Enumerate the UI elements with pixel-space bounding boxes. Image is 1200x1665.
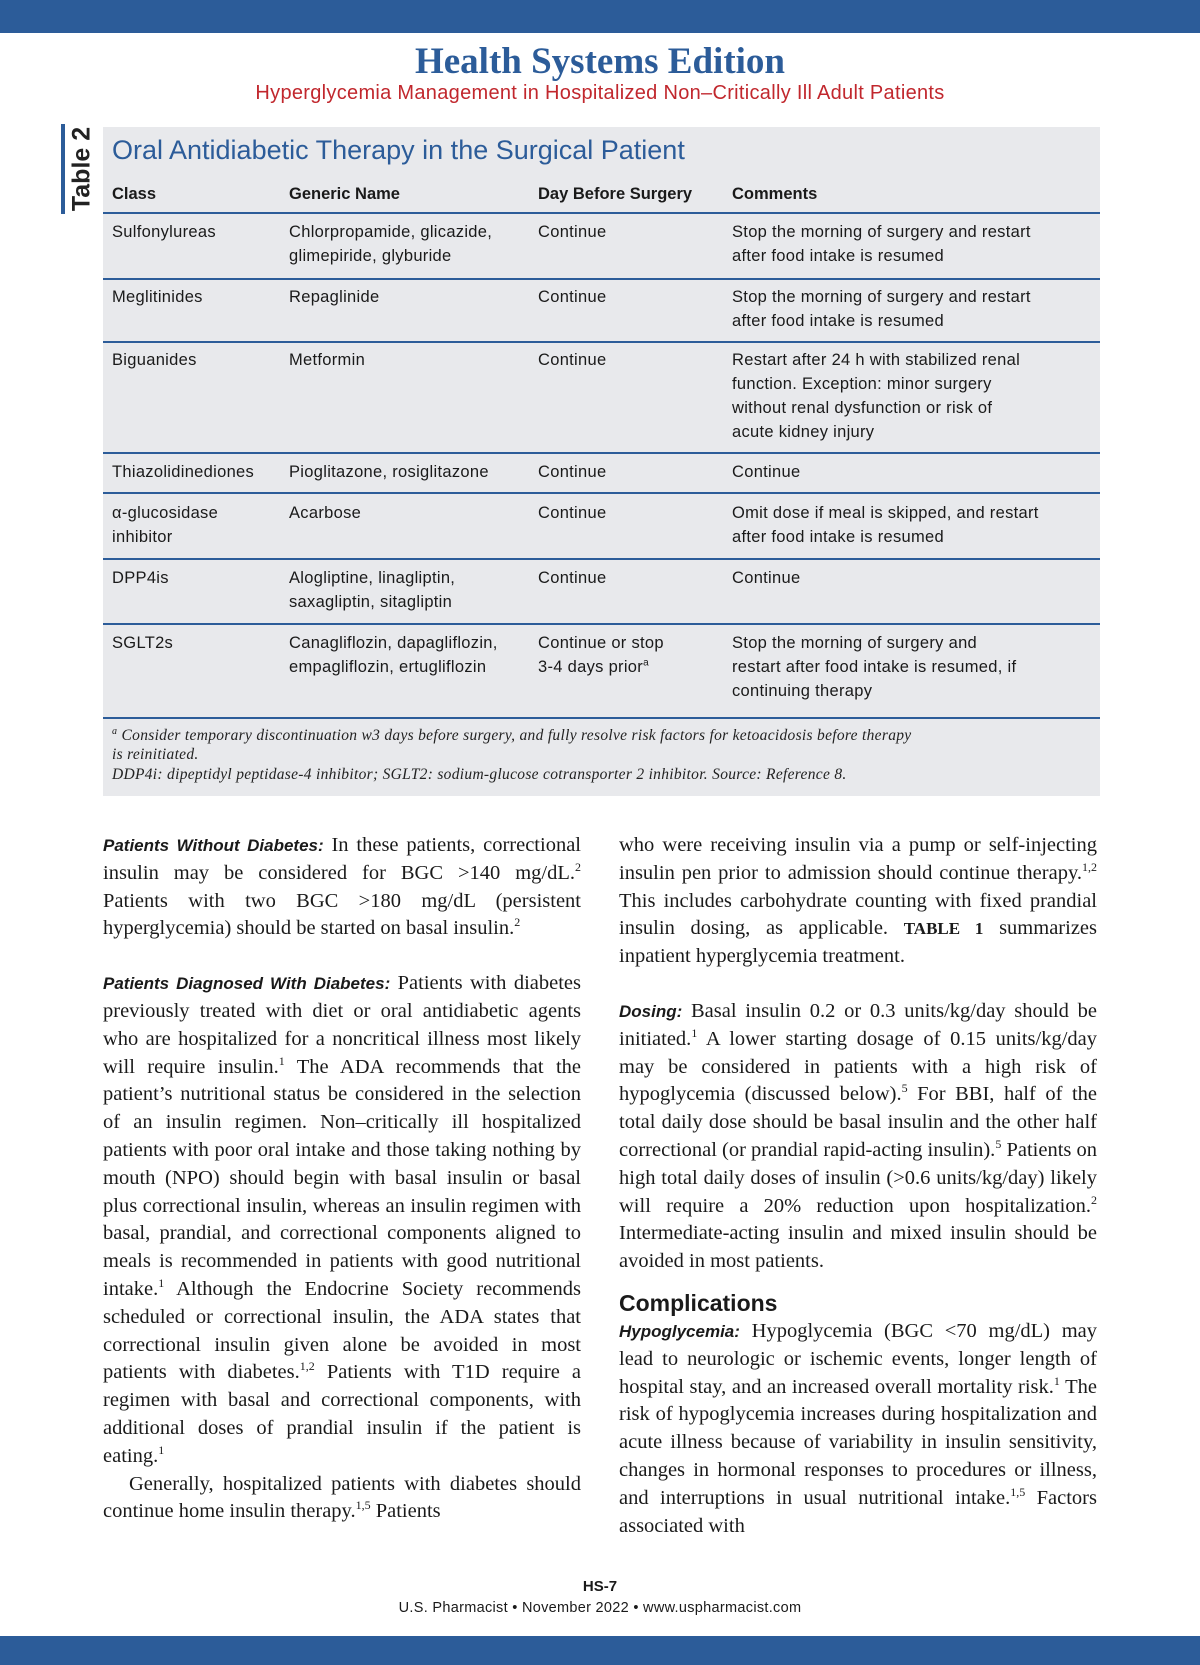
table-footnote-a-cont: is reinitiated. (112, 746, 199, 763)
table-cell-generic (289, 631, 498, 679)
cell-line: function. Exception: minor surgery (732, 375, 992, 393)
run-in-heading: Hypoglycemia: (619, 1321, 740, 1341)
text-run: Hypoglycemia (BGC <70 mg/dL) may lead to neurologic or ischemic events, longer length of hospital stay, and an increased overall mortality risk. (619, 1319, 1097, 1398)
citation: 1 (1053, 1373, 1060, 1388)
text-run: summarizes inpatient hyperglycemia treatment. (619, 917, 1097, 968)
footnote-line: Consider temporary discontinuation w3 days before surgery, and fully resolve risk factors for ketoacidosis before therapy (121, 727, 912, 744)
row-rule (103, 452, 1100, 454)
cell-line: Stop the morning of surgery and (732, 634, 978, 652)
paragraph-diagnosed-with-diabetes (103, 970, 581, 1470)
text-run: Patients with diabetes previously treated with diet or oral antidiabetic agents who are hospitalized for a noncritical illness most likely will require insulin. (103, 972, 581, 1078)
cell-line: Continue (538, 504, 607, 522)
citation: 2 (1091, 1192, 1097, 1207)
cell-line: restart after food intake is resumed, if (732, 658, 1017, 676)
column-header-class: Class (112, 185, 157, 203)
cell-line: empagliflozin, ertugliflozin (289, 658, 487, 676)
text-run: Patients (370, 1500, 441, 1523)
table-cell-comments (732, 631, 1016, 703)
cell-line: Continue (538, 351, 607, 369)
table-cell-day (538, 348, 606, 372)
cell-line: saxagliptin, sitagliptin (289, 593, 453, 611)
table-cell-day (538, 566, 606, 590)
table-cell-class (112, 220, 216, 244)
cell-line: Restart after 24 h with stabilized renal (732, 351, 1021, 369)
cell-line: Meglitinides (112, 288, 203, 306)
run-in-heading: Patients Without Diabetes: (103, 836, 324, 855)
cell-line: Repaglinide (289, 288, 380, 306)
cell-line: continuing therapy (732, 682, 873, 700)
cell-line: α-glucosidase (112, 504, 219, 522)
cell-line: Pioglitazone, rosiglitazone (289, 463, 489, 481)
cell-line: Continue (538, 463, 607, 481)
cell-line-text: 3-4 days prior (538, 658, 644, 676)
table-cell-class (112, 460, 254, 484)
table-cell-class (112, 285, 203, 309)
text-run: Patients with two BGC >180 mg/dL (persistent hyperglycemia) should be started on basal insulin. (103, 889, 581, 940)
cell-line: Continue or stop (538, 634, 664, 652)
citation: 1 (278, 1053, 285, 1068)
table-cell-class (112, 501, 218, 549)
article-subtitle: Hyperglycemia Management in Hospitalized Non–Critically Ill Adult Patients (255, 82, 945, 104)
cell-line: Biguanides (112, 351, 197, 369)
text-run: Basal insulin 0.2 or 0.3 units/kg/day should be initiated. (619, 999, 1097, 1050)
run-in-heading: Dosing: (619, 1001, 683, 1021)
cell-line: DPP4is (112, 569, 169, 587)
top-band (0, 0, 1200, 33)
cell-line: Stop the morning of surgery and restart (732, 288, 1031, 306)
table-cell-comments (732, 501, 1039, 549)
table-cell-class (112, 631, 173, 655)
row-rule (103, 492, 1100, 494)
table-cell-generic (289, 348, 365, 372)
cell-line: glimepiride, glyburide (289, 247, 452, 265)
row-rule (103, 278, 1100, 280)
footnote-marker: a (112, 725, 118, 737)
cell-line: Sulfonylureas (112, 223, 216, 241)
cell-line: Omit dose if meal is skipped, and restart (732, 504, 1039, 522)
text-run: This includes carbohydrate counting with fixed prandial insulin dosing, as applicable. (619, 889, 1097, 940)
row-rule (103, 558, 1100, 560)
text-run: Although the Endocrine Society recommends scheduled or correctional insulin, the ADA states that correctional insulin given alone be avoided in most patients with diabetes. (103, 1277, 581, 1384)
run-in-heading: Patients Diagnosed With Diabetes: (103, 974, 391, 994)
text-run: The risk of hypoglycemia increases during hospitalization and acute illness because of variability in insulin sensitivity, changes in hormonal responses to procedures or illness, and interruptions in usual nutritional intake. (619, 1375, 1097, 1509)
table-footnote-a (112, 726, 911, 745)
table-cell-generic (289, 501, 361, 525)
section-heading-complications: Complications (619, 1289, 778, 1316)
citation: 1,5 (1010, 1484, 1026, 1499)
table-title: Oral Antidiabetic Therapy in the Surgical Patient (112, 135, 685, 165)
cell-line: Continue (732, 569, 801, 587)
citation: 5 (995, 1137, 1002, 1152)
column-header-comments: Comments (732, 185, 818, 203)
cell-line: inhibitor (112, 528, 173, 546)
cell-line: acute kidney injury (732, 423, 875, 441)
cell-line: Continue (538, 223, 607, 241)
cell-line: Continue (732, 463, 801, 481)
footnote-marker: a (643, 657, 649, 669)
text-run: Intermediate-acting insulin and mixed insulin should be avoided in most patients. (619, 1222, 1097, 1273)
table-cell-day (538, 285, 606, 309)
table-reference: TABLE 1 (903, 919, 984, 939)
cell-line (538, 655, 664, 679)
table-cell-generic (289, 220, 492, 268)
paragraph-without-diabetes (103, 832, 581, 943)
table-footnote-abbrev: DDP4i: dipeptidyl peptidase-4 inhibitor; SGLT2: sodium-glucose cotransporter 2 inhibitor. Source: Reference 8. (112, 766, 847, 783)
left-column (103, 832, 581, 1526)
citation: 1 (691, 1025, 698, 1040)
citation: 1 (158, 1442, 165, 1457)
right-column (619, 832, 1097, 1540)
paragraph-home-insulin (103, 1471, 581, 1527)
bottom-band (0, 1636, 1200, 1665)
table-cell-comments (732, 566, 800, 590)
cell-line: SGLT2s (112, 634, 174, 652)
cell-line: Acarbose (289, 504, 362, 522)
citation: 2 (575, 859, 581, 874)
table-cell-comments (732, 285, 1031, 333)
text-run: Patients with T1D require a regimen with basal and correctional components, with additional doses of prandial insulin if the patient is eating. (103, 1361, 582, 1467)
table-cell-day (538, 220, 606, 244)
table-tag-label: Table 2 (67, 126, 96, 212)
paragraph-continue-therapy (619, 832, 1097, 971)
column-header-generic-name: Generic Name (289, 185, 400, 203)
table-cell-generic (289, 566, 455, 614)
table-cell-comments (732, 348, 1020, 444)
cell-line: Thiazolidinediones (112, 463, 255, 481)
citation: 1,5 (355, 1498, 371, 1513)
citation: 1,2 (1082, 859, 1097, 874)
table-cell-comments (732, 460, 800, 484)
table-cell-class (112, 566, 169, 590)
cell-line: without renal dysfunction or risk of (732, 399, 993, 417)
row-rule (103, 623, 1100, 625)
citation: 5 (901, 1081, 908, 1096)
row-rule (103, 717, 1100, 719)
table-cell-day (538, 631, 664, 679)
text-run: Patients on high total daily doses of insulin (>0.6 units/kg/day) likely will require a 20% reduction upon hospitalization. (619, 1138, 1097, 1217)
header-rule (103, 212, 1100, 214)
text-run: Factors associated with (619, 1486, 1097, 1537)
text-run: In these patients, correctional insulin may be considered for BGC >140 mg/dL. (103, 834, 581, 884)
cell-line: Alogliptine, linagliptin, (289, 569, 456, 587)
table-cell-day (538, 501, 606, 525)
cell-line: Chlorpropamide, glicazide, (289, 223, 493, 241)
table-cell-comments (732, 220, 1031, 268)
cell-line: Stop the morning of surgery and restart (732, 223, 1031, 241)
cell-line: Continue (538, 569, 607, 587)
cell-line: Metformin (289, 351, 366, 369)
cell-line: after food intake is resumed (732, 528, 945, 546)
table-tag (65, 124, 99, 214)
paragraph-dosing (619, 998, 1097, 1276)
text-run: A lower starting dosage of 0.15 units/kg/day may be considered in patients with a high risk of hypoglycemia (discussed below). (619, 1027, 1097, 1106)
cell-line: after food intake is resumed (732, 312, 945, 330)
column-header-day-before-surgery: Day Before Surgery (538, 185, 693, 203)
citation: 1 (158, 1276, 165, 1291)
table-cell-generic (289, 460, 489, 484)
page-number: HS-7 (582, 1578, 618, 1595)
table-cell-class (112, 348, 197, 372)
cell-line: Continue (538, 288, 607, 306)
publication-footer: U.S. Pharmacist • November 2022 • www.uspharmacist.com (398, 1600, 802, 1616)
table-cell-day (538, 460, 606, 484)
text-run: The ADA recommends that the patient’s nutritional status be considered in the selection of an insulin regimen. Non–critically ill hospitalized patients with poor oral intake and those taking nothing by mouth (NPO) should begin with basal insulin or basal plus correctional insulin, whereas an insulin regimen with basal, prandial, and correctional components aligned to meals is recommended in patients with good nutritional intake. (103, 1055, 581, 1300)
citation: 1,2 (299, 1359, 315, 1374)
cell-line: after food intake is resumed (732, 247, 945, 265)
table-panel (103, 127, 1100, 796)
row-rule (103, 341, 1100, 343)
text-run: who were receiving insulin via a pump or self-injecting insulin pen prior to admission should continue therapy. (619, 834, 1097, 884)
edition-title: Health Systems Edition (414, 41, 786, 82)
citation: 2 (514, 915, 521, 930)
text-run: For BBI, half of the total daily dose should be basal insulin and the other half correctional (or prandial rapid-acting insulin). (619, 1083, 1097, 1161)
paragraph-hypoglycemia (619, 1318, 1097, 1540)
table-cell-generic (289, 285, 379, 309)
text-run: Generally, hospitalized patients with diabetes should continue home insulin therapy. (103, 1472, 581, 1523)
cell-line: Canagliflozin, dapagliflozin, (289, 634, 498, 652)
